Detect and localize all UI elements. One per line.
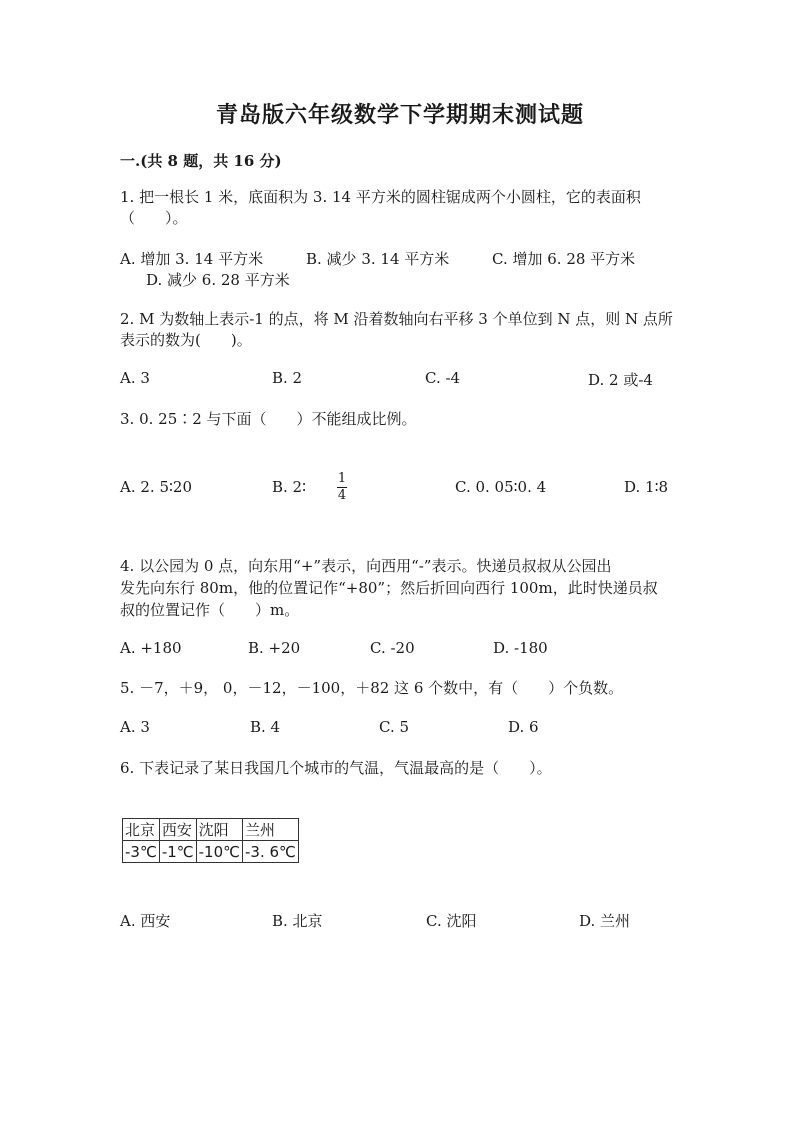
question-5-option-a[interactable]: A. 3 — [120, 718, 150, 736]
question-6-line-1: 6. 下表记录了某日我国几个城市的气温，气温最高的是（ ）。 — [120, 759, 552, 777]
section-heading: 一.(共 8 题，共 16 分) — [120, 152, 282, 170]
table-cell: 兰州 — [242, 819, 298, 841]
table-row — [123, 819, 299, 841]
question-2-line-2: 表示的数为( )。 — [120, 331, 252, 349]
question-2-option-b[interactable]: B. 2 — [272, 369, 303, 387]
question-4-line-1: 4. 以公园为 0 点，向东用“+”表示，向西用“-”表示。快递员叔叔从公园出 — [120, 557, 612, 575]
question-4-line-2: 发先向东行 80m，他的位置记作“+80”；然后折回向西行 100m，此时快递员叔 — [120, 579, 658, 597]
fraction-numerator: 1 — [337, 471, 347, 486]
question-1-option-d[interactable]: D. 减少 6. 28 平方米 — [146, 271, 290, 289]
question-5-option-b[interactable]: B. 4 — [250, 718, 281, 736]
question-3-option-b[interactable] — [272, 478, 306, 496]
question-3-option-b-label: B. 2∶ — [272, 478, 307, 496]
question-5-line-1: 5. －7，＋9， 0，－12，－100，＋82 这 6 个数中，有（ ）个负数。 — [120, 679, 624, 697]
fraction-denominator: 4 — [337, 488, 347, 503]
page-title: 青岛版六年级数学下学期期末测试题 — [215, 102, 584, 128]
question-4-line-3: 叔的位置记作（ ）m。 — [120, 601, 300, 619]
question-2-option-a[interactable]: A. 3 — [120, 369, 150, 387]
fraction-one-quarter — [337, 472, 347, 503]
question-1-line-1: 1. 把一根长 1 米，底面积为 3. 14 平方米的圆柱锯成两个小圆柱，它的表面积 — [120, 188, 641, 206]
table-cell: 北京 — [123, 819, 160, 841]
temperature-table — [122, 818, 299, 863]
question-2-option-c[interactable]: C. -4 — [425, 369, 461, 387]
question-6-option-b[interactable]: B. 北京 — [272, 912, 323, 930]
table-cell: -1℃ — [159, 841, 196, 863]
question-4-option-a[interactable]: A. +180 — [120, 639, 182, 657]
question-1-option-a[interactable]: A. 增加 3. 14 平方米 — [120, 250, 264, 268]
question-5-option-c[interactable]: C. 5 — [379, 718, 410, 736]
table-cell: -3. 6℃ — [242, 841, 298, 863]
question-4-option-b[interactable]: B. +20 — [248, 639, 301, 657]
table-cell: -3℃ — [123, 841, 160, 863]
question-3-option-d[interactable]: D. 1∶8 — [624, 478, 669, 496]
question-6-option-c[interactable]: C. 沈阳 — [426, 912, 477, 930]
question-1-option-c[interactable]: C. 增加 6. 28 平方米 — [492, 250, 636, 268]
question-5-option-d[interactable]: D. 6 — [508, 718, 539, 736]
question-6-option-d[interactable]: D. 兰州 — [579, 912, 631, 930]
question-6-option-a[interactable]: A. 西安 — [120, 912, 171, 930]
question-2-line-1: 2. M 为数轴上表示-1 的点，将 M 沿着数轴向右平移 3 个单位到 N 点，则 N 点所 — [120, 310, 673, 328]
question-1-line-2: （ ）。 — [120, 209, 188, 227]
table-cell: -10℃ — [196, 841, 242, 863]
question-2-option-d[interactable]: D. 2 或-4 — [588, 371, 653, 389]
table-cell: 沈阳 — [196, 819, 242, 841]
table-cell: 西安 — [159, 819, 196, 841]
table-row — [123, 841, 299, 863]
question-1-option-b[interactable]: B. 减少 3. 14 平方米 — [306, 250, 450, 268]
question-3-line-1: 3. 0. 25∶2 与下面（ ）不能组成比例。 — [120, 410, 417, 428]
question-3-option-a[interactable]: A. 2. 5∶20 — [120, 478, 192, 496]
question-4-option-d[interactable]: D. -180 — [493, 639, 548, 657]
question-4-option-c[interactable]: C. -20 — [370, 639, 415, 657]
question-3-option-c[interactable]: C. 0. 05∶0. 4 — [455, 478, 547, 496]
